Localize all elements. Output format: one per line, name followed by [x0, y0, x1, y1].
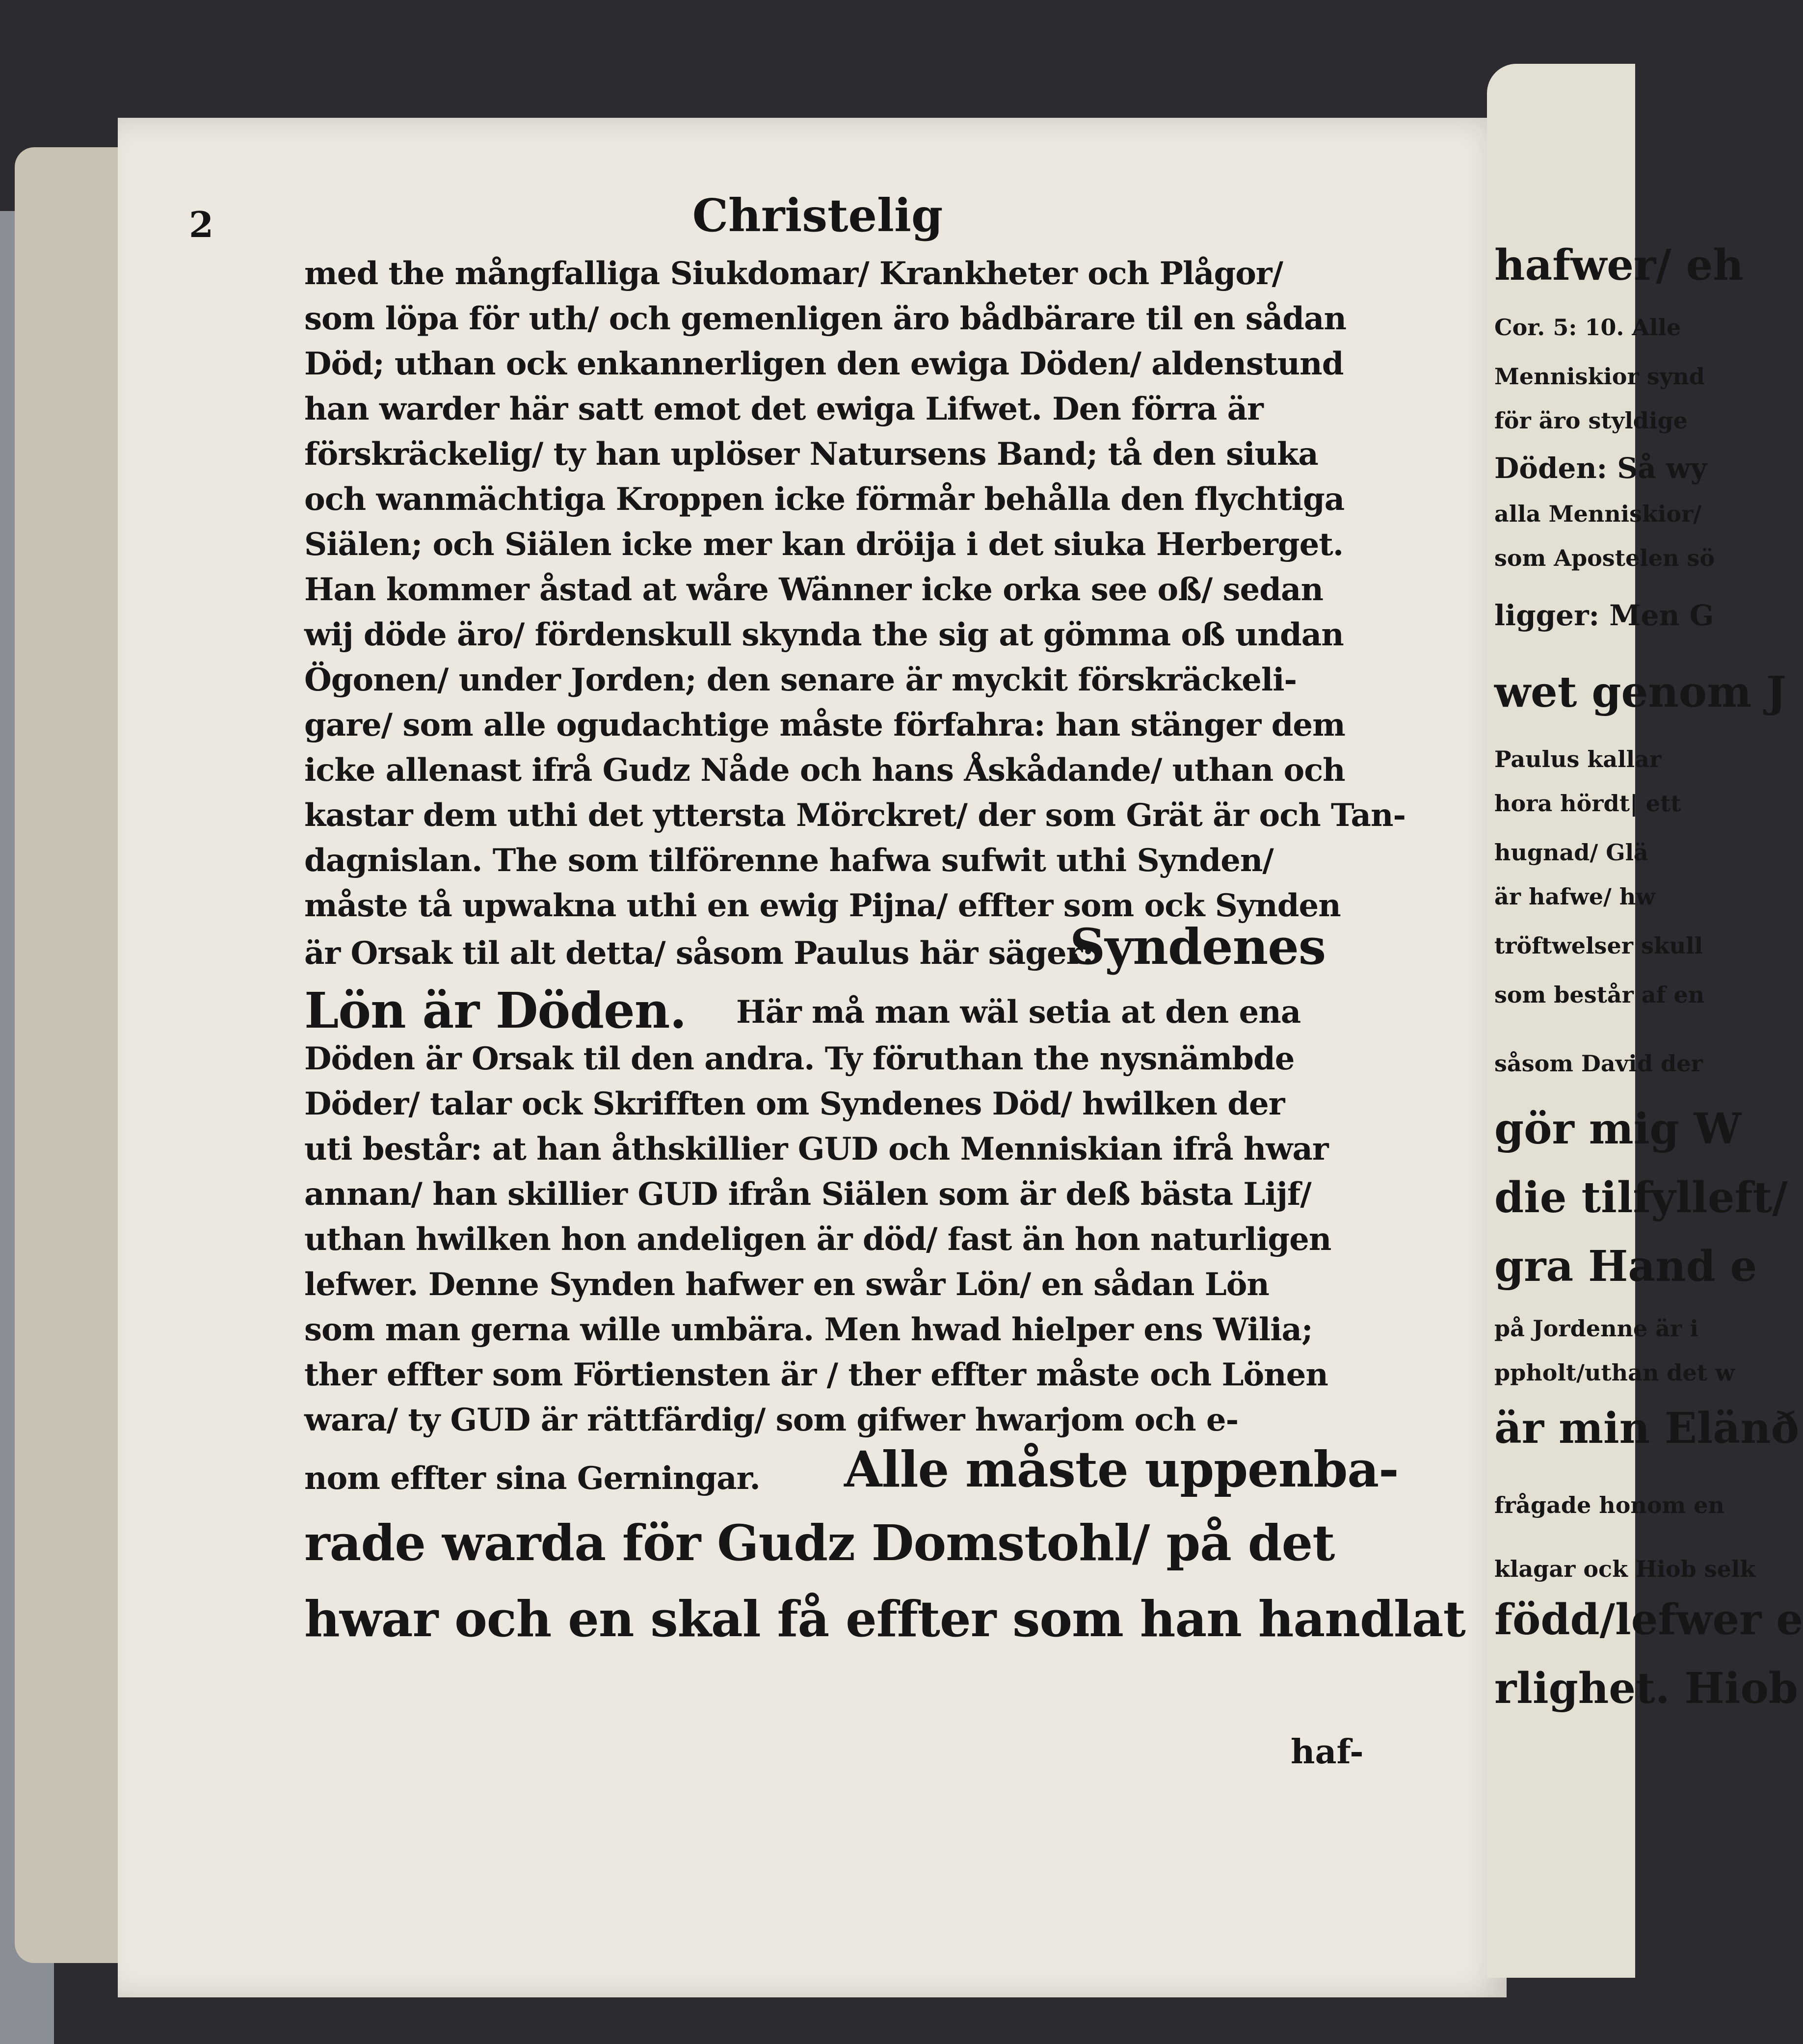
right-text-line: Menniskior synd: [1494, 363, 1705, 390]
text-line: icke allenast ifrå Gudz Nåde och hans Åskådande/ uthan och: [304, 752, 1345, 789]
right-text-line: Döden: Så wy: [1494, 451, 1707, 485]
text-line: Siälen; och Siälen icke mer kan dröija i det siuka Herberget.: [304, 526, 1344, 563]
text-line: som löpa för uth/ och gemenligen äro bådbärare til en sådan: [304, 300, 1347, 337]
text-line: annan/ han skillier GUD ifrån Siälen som är deß bästa Lijf/: [304, 1176, 1311, 1213]
text-line: uthan hwilken hon andeligen är död/ fast än hon naturligen: [304, 1221, 1331, 1258]
text-line: wij döde äro/ fördenskull skynda the sig at gömma oß undan: [304, 616, 1344, 653]
right-text-line: är hafwe/ hw: [1494, 883, 1655, 910]
text-line: ther effter som Förtiensten är / ther effter måste och Lönen: [304, 1356, 1328, 1393]
right-text-line: som består af en: [1494, 982, 1705, 1008]
right-text-line: för äro styldige: [1494, 407, 1688, 434]
right-text-line: ligger: Men G: [1494, 599, 1714, 632]
text-line: nom effter sina Gerningar.: [304, 1460, 760, 1497]
right-text-line: ppholt/uthan det w: [1494, 1359, 1735, 1386]
text-line: är Orsak til alt detta/ såsom Paulus här säger:: [304, 935, 1093, 972]
text-line: Döden är Orsak til den andra. Ty föruthan the nysnämbde: [304, 1040, 1295, 1077]
right-text-line: hora hördt| ett: [1494, 790, 1681, 817]
text-line: lefwer. Denne Synden hafwer en swår Lön/ en sådan Lön: [304, 1266, 1269, 1303]
right-text-line: född/lefwer e: [1494, 1595, 1803, 1645]
right-text-line: är min Elänð: [1494, 1404, 1799, 1453]
text-line: förskräckelig/ ty han uplöser Natursens Band; tå den siuka: [304, 436, 1318, 473]
right-text-line: alla Menniskior/: [1494, 501, 1702, 527]
text-line: kastar dem uthi det yttersta Mörckret/ der som Grät är och Tan-: [304, 797, 1406, 834]
right-text-line: wet genom J: [1494, 667, 1786, 717]
right-text-line: gör mig W: [1494, 1104, 1742, 1154]
text-line: uti består: at han åthskillier GUD och Menniskian ifrå hwar: [304, 1131, 1328, 1168]
text-line: med the mångfalliga Siukdomar/ Krankheter och Plågor/: [304, 255, 1283, 292]
emphasis-phrase: Alle måste uppenba-: [844, 1440, 1399, 1498]
right-text-line: frågade honom en: [1494, 1492, 1724, 1518]
text-line: Död; uthan ock enkannerligen den ewiga Döden/ aldenstund: [304, 345, 1344, 382]
right-text-line: som Apostelen sö: [1494, 545, 1715, 571]
catchword: haf-: [1291, 1732, 1364, 1772]
emphasis-phrase: Lön är Döden.: [304, 982, 687, 1039]
text-line: som man gerna wille umbära. Men hwad hielper ens Wilia;: [304, 1311, 1313, 1348]
emphasis-line: rade warda för Gudz Domstohl/ på det: [304, 1514, 1335, 1572]
right-text-line: på Jordenne är i: [1494, 1315, 1698, 1342]
page-number: 2: [189, 204, 214, 245]
text-line: Ögonen/ under Jorden; den senare är myckit förskräckeli-: [304, 662, 1297, 698]
text-line: han warder här satt emot det ewiga Lifwet. Den förra är: [304, 391, 1263, 427]
text-line: gare/ som alle ogudachtige måste förfahra: han stänger dem: [304, 707, 1345, 743]
right-text-line: tröftwelser skull: [1494, 932, 1703, 959]
emphasis-line: hwar och en skal få effter som han handlat: [304, 1590, 1465, 1648]
right-text-line: gra Hand e: [1494, 1242, 1757, 1291]
text-line: måste tå upwakna uthi en ewig Pijna/ effter som ock Synden: [304, 887, 1341, 924]
right-text-line: hugnad/ Glä: [1494, 839, 1648, 866]
text-line: Här må man wäl setia at den ena: [736, 994, 1301, 1031]
right-text-line: die tilfylleft/: [1494, 1173, 1788, 1222]
text-line: wara/ ty GUD är rättfärdig/ som gifwer hwarjom och e-: [304, 1402, 1239, 1438]
right-text-line: hafwer/ eh: [1494, 240, 1744, 290]
emphasis-word: Syndenes: [1070, 918, 1326, 976]
text-line: Döder/ talar ock Skrifften om Syndenes Död/ hwilken der: [304, 1086, 1285, 1122]
text-line: och wanmächtiga Kroppen icke förmår behålla den flychtiga: [304, 481, 1345, 518]
right-text-line: Cor. 5: 10. Alle: [1494, 314, 1681, 341]
right-text-line: rlighet. Hiob: [1494, 1664, 1799, 1713]
right-text-line: såsom David der: [1494, 1050, 1703, 1077]
text-line: Han kommer åstad at wåre Wänner icke orka see oß/ sedan: [304, 571, 1323, 608]
right-text-line: klagar ock Hiob selk: [1494, 1556, 1756, 1582]
right-text-line: Paulus kallar: [1494, 746, 1662, 772]
text-line: dagnislan. The som tilförenne hafwa sufwit uthi Synden/: [304, 842, 1273, 879]
running-head: Christelig: [692, 189, 943, 242]
